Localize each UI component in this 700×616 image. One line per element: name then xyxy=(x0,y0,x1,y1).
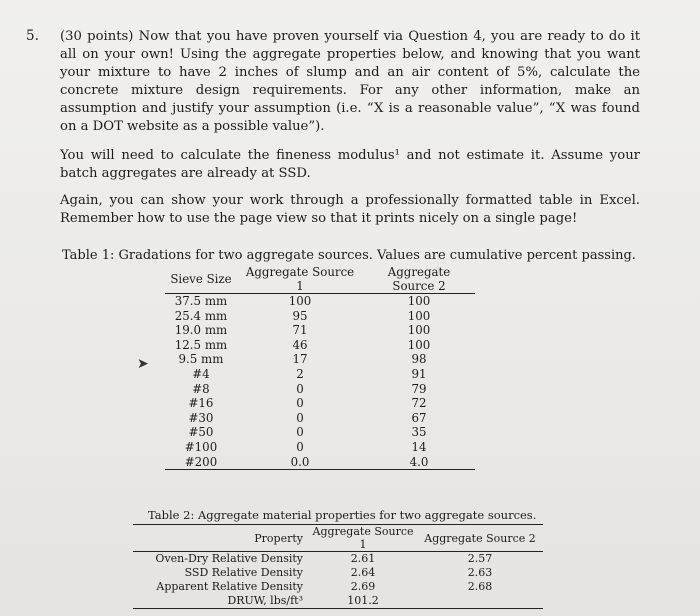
table-cell: 95 xyxy=(292,308,308,323)
table-row xyxy=(165,367,475,382)
table-row xyxy=(165,411,475,426)
table-cell: 101.2 xyxy=(309,594,417,609)
column-header: Aggregate Source 1 xyxy=(237,265,363,294)
table-cell: 9.5 mm xyxy=(178,352,224,367)
table-cell: 2 xyxy=(296,366,304,381)
question-paragraph-3: Again, you can show your work through a professionally formatted table in Excel. Remember how to use the page view so that it prints nicely on a single page! xyxy=(60,193,640,226)
table-cell: 100 xyxy=(288,294,312,308)
table-row xyxy=(165,294,475,309)
table-cell: 0 xyxy=(296,425,304,440)
table1-caption: Table 1: Gradations for two aggregate sources. Values are cumulative percent passing. xyxy=(62,248,636,263)
table-cell: 79 xyxy=(411,381,427,396)
table-cell: 14 xyxy=(411,439,427,454)
table-cell: 2.64 xyxy=(350,566,376,579)
column-header: Aggregate Source 2 xyxy=(363,265,475,294)
column-header: Sieve Size xyxy=(165,265,237,294)
pointer-arrow-icon: ➤ xyxy=(137,356,149,372)
table-cell: 98 xyxy=(411,352,427,367)
question-number: 5. xyxy=(26,28,39,44)
table-cell: 2.57 xyxy=(467,552,493,565)
table-cell: 0.0 xyxy=(237,455,363,470)
table-cell: 2.68 xyxy=(467,580,493,593)
table-cell: 91 xyxy=(411,366,427,381)
table-cell: #8 xyxy=(192,381,210,396)
table-cell: 25.4 mm xyxy=(174,308,228,323)
table-cell: DRUW, lbs/ft³ xyxy=(133,594,309,609)
table-row xyxy=(133,580,543,594)
table-cell: #30 xyxy=(188,410,214,425)
table-header-row xyxy=(165,265,475,294)
table-cell: #16 xyxy=(188,396,214,411)
table-cell: Apparent Relative Density xyxy=(156,580,303,593)
question-paragraph-1: (30 points) Now that you have proven yourself via Question 4, you are ready to do it all on your own! Using the aggregate properties below, and knowing that you want your mixture to have 2 inches of slump and an air content of 5%, calculate the concrete mixture design requirements. For any other information, make an assumption and justify your assumption (i.e. “X is a reasonable value”, “X was found on a DOT website as a possible value”). xyxy=(60,29,640,134)
table-cell: 0 xyxy=(296,410,304,425)
column-header: Aggregate Source 1 xyxy=(309,525,417,552)
table-cell: 100 xyxy=(407,308,431,323)
table-cell: 35 xyxy=(411,425,427,440)
table-cell: 2.63 xyxy=(467,566,493,579)
table-cell xyxy=(417,594,543,609)
table-cell: 12.5 mm xyxy=(174,337,228,352)
table-row xyxy=(165,338,475,353)
table-row xyxy=(133,566,543,580)
table-cell: 2.61 xyxy=(350,552,376,565)
table-cell: 4.0 xyxy=(363,455,475,470)
properties-table xyxy=(133,524,543,609)
table-cell: 71 xyxy=(292,323,308,338)
table-row xyxy=(165,440,475,455)
table-cell: 0 xyxy=(296,381,304,396)
table-cell: #200 xyxy=(165,455,237,470)
table-cell: 67 xyxy=(411,410,427,425)
table-row xyxy=(165,323,475,338)
table-cell: 72 xyxy=(411,396,427,411)
table-row xyxy=(165,352,475,367)
table-cell: Oven-Dry Relative Density xyxy=(155,552,303,565)
table-cell: 2.69 xyxy=(350,580,376,593)
table-cell: SSD Relative Density xyxy=(184,566,303,579)
table-cell: 100 xyxy=(407,337,431,352)
table-cell: 19.0 mm xyxy=(174,323,228,338)
table-cell: 0 xyxy=(296,439,304,454)
question-paragraph-2: You will need to calculate the fineness modulus¹ and not estimate it. Assume your batch aggregates are already at SSD. xyxy=(60,148,640,181)
table-row xyxy=(165,425,475,440)
table-cell: 0 xyxy=(296,396,304,411)
gradation-table xyxy=(165,265,475,470)
table-cell: 100 xyxy=(407,323,431,338)
table-cell: 46 xyxy=(292,337,308,352)
table-row xyxy=(165,396,475,411)
table-row xyxy=(165,309,475,324)
table-cell: #50 xyxy=(188,425,214,440)
table-row xyxy=(133,594,543,609)
table-cell: 100 xyxy=(407,294,431,308)
column-header: Property xyxy=(133,525,309,552)
column-header: Aggregate Source 2 xyxy=(417,525,543,552)
table-row xyxy=(133,552,543,567)
table2-caption: Table 2: Aggregate material properties for two aggregate sources. xyxy=(148,508,537,522)
table-row xyxy=(165,382,475,397)
table-cell: #4 xyxy=(192,366,210,381)
table-row xyxy=(165,455,475,470)
table-cell: 37.5 mm xyxy=(174,294,228,308)
table-cell: 17 xyxy=(292,352,308,367)
table-cell: #100 xyxy=(184,439,218,454)
table-header-row xyxy=(133,525,543,552)
